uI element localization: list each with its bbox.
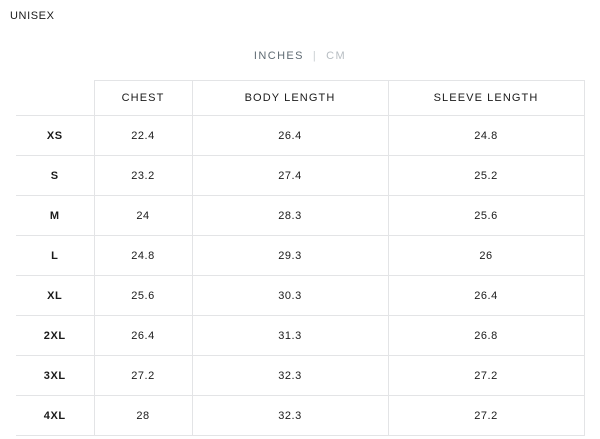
cell-chest: 24 (94, 196, 192, 236)
row-header-size: S (16, 156, 94, 196)
table-corner-cell (16, 81, 94, 116)
table-row (16, 276, 584, 316)
table-row (16, 116, 584, 156)
unit-toggle[interactable] (0, 50, 600, 62)
unit-option-inches[interactable]: INCHES (253, 50, 304, 62)
unit-option-cm[interactable]: CM (326, 50, 347, 62)
table-row (16, 236, 584, 276)
table-header (16, 81, 584, 116)
cell-sleeve-length: 26.8 (388, 316, 584, 356)
row-header-size: 2XL (16, 316, 94, 356)
cell-body-length: 32.3 (192, 356, 388, 396)
column-header-chest: CHEST (94, 81, 192, 116)
cell-body-length: 27.4 (192, 156, 388, 196)
cell-sleeve-length: 26.4 (388, 276, 584, 316)
cell-sleeve-length: 24.8 (388, 116, 584, 156)
table-header-row (16, 81, 584, 116)
table-row (16, 356, 584, 396)
cell-sleeve-length: 25.6 (388, 196, 584, 236)
table-row (16, 196, 584, 236)
cell-chest: 26.4 (94, 316, 192, 356)
cell-chest: 22.4 (94, 116, 192, 156)
cell-body-length: 28.3 (192, 196, 388, 236)
cell-chest: 27.2 (94, 356, 192, 396)
cell-body-length: 31.3 (192, 316, 388, 356)
page-title: UNISEX (10, 10, 55, 22)
cell-sleeve-length: 25.2 (388, 156, 584, 196)
cell-sleeve-length: 27.2 (388, 356, 584, 396)
cell-sleeve-length: 27.2 (388, 396, 584, 436)
cell-chest: 24.8 (94, 236, 192, 276)
cell-sleeve-length: 26 (388, 236, 584, 276)
row-header-size: 3XL (16, 356, 94, 396)
row-header-size: XS (16, 116, 94, 156)
size-chart-table (16, 80, 585, 436)
table-row (16, 156, 584, 196)
table-row (16, 396, 584, 436)
cell-body-length: 29.3 (192, 236, 388, 276)
cell-chest: 25.6 (94, 276, 192, 316)
row-header-size: M (16, 196, 94, 236)
row-header-size: XL (16, 276, 94, 316)
cell-body-length: 30.3 (192, 276, 388, 316)
cell-chest: 23.2 (94, 156, 192, 196)
table-body (16, 116, 584, 436)
column-header-body-length: BODY LENGTH (192, 81, 388, 116)
size-chart-table-wrapper (16, 80, 584, 436)
row-header-size: 4XL (16, 396, 94, 436)
table-row (16, 316, 584, 356)
cell-chest: 28 (94, 396, 192, 436)
cell-body-length: 32.3 (192, 396, 388, 436)
row-header-size: L (16, 236, 94, 276)
column-header-sleeve-length: SLEEVE LENGTH (388, 81, 584, 116)
cell-body-length: 26.4 (192, 116, 388, 156)
unit-separator: | (312, 50, 318, 62)
